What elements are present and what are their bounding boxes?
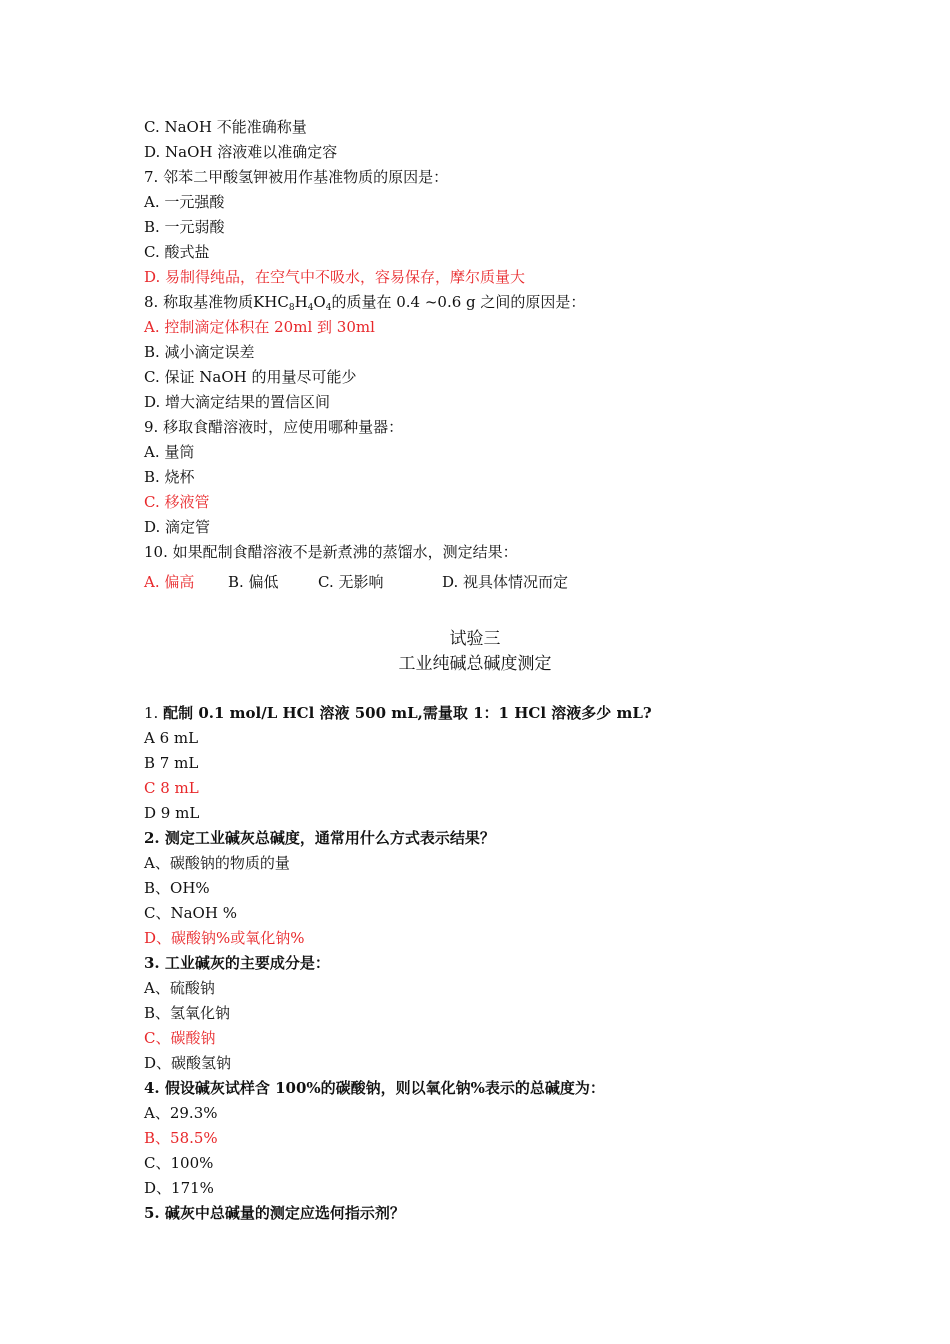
q9-option-a: A. 量筒	[144, 443, 195, 461]
q7-option-c: C. 酸式盐	[144, 243, 210, 261]
q10-options-row	[144, 572, 664, 592]
q8-option-b: B. 减小滴定误差	[144, 343, 255, 361]
s3-q3-option-c-answer: C、碳酸钠	[144, 1029, 216, 1047]
s3-q2-option-b: B、OH%	[144, 879, 210, 897]
q9-option-d: D. 滴定管	[144, 518, 211, 536]
q8-question-prefix: 8. 称取基准物质KHC	[144, 293, 289, 311]
q10-option-b: B. 偏低	[228, 573, 279, 591]
s3-q1-option-c-answer: C 8 mL	[144, 779, 199, 797]
s3-q1-question	[144, 703, 652, 723]
q10-option-d: D. 视具体情况而定	[442, 573, 569, 591]
s3-q1-option-a: A 6 mL	[144, 729, 199, 747]
s3-q3-question: 3. 工业碱灰的主要成分是：	[144, 954, 330, 972]
s3-q1-option-d: D 9 mL	[144, 804, 200, 822]
q8-sub-4b: 4	[325, 303, 332, 313]
s3-q4-question: 4. 假设碱灰试样含 100%的碳酸钠，则以氧化钠%表示的总碱度为：	[144, 1079, 605, 1097]
q7-question: 7. 邻苯二甲酸氢钾被用作基准物质的原因是：	[144, 168, 449, 186]
q10-question: 10. 如果配制食醋溶液不是新煮沸的蒸馏水，测定结果：	[144, 543, 518, 561]
s3-q3-option-d: D、碳酸氢钠	[144, 1054, 232, 1072]
q8-option-c: C. 保证 NaOH 的用量尽可能少	[144, 368, 357, 386]
q8-sub-4a: 4	[307, 303, 314, 313]
q6-option-c: C. NaOH 不能准确称量	[144, 118, 307, 136]
s3-q5-question: 5. 碱灰中总碱量的测定应选何指示剂？	[144, 1204, 405, 1222]
q10-option-c: C. 无影响	[318, 573, 384, 591]
section-subtitle: 工业纯碱总碱度测定	[398, 654, 552, 674]
q9-option-b: B. 烧杯	[144, 468, 195, 486]
s3-q2-option-c: C、NaOH %	[144, 904, 237, 922]
q9-option-c-answer: C. 移液管	[144, 493, 210, 511]
s3-q4-option-a: A、29.3%	[144, 1104, 218, 1122]
q7-option-d-answer: D. 易制得纯品，在空气中不吸水，容易保存，摩尔质量大	[144, 268, 526, 286]
q7-option-a: A. 一元强酸	[144, 193, 225, 211]
q8-sub-8: 8	[288, 303, 295, 313]
q8-h: H	[294, 293, 308, 311]
q8-option-d: D. 增大滴定结果的置信区间	[144, 393, 331, 411]
s3-q3-option-a: A、硫酸钠	[144, 979, 215, 997]
s3-q1-text: 配制 0.1 mol/L HCl 溶液 500 mL,需量取 1：1 HCl 溶液多少 mL?	[163, 704, 652, 722]
s3-q3-option-b: B、氢氧化钠	[144, 1004, 231, 1022]
q8-question	[144, 292, 585, 312]
q8-o: O	[313, 293, 326, 311]
s3-q4-option-b-answer: B、58.5%	[144, 1129, 218, 1147]
s3-q2-question: 2. 测定工业碱灰总碱度，通常用什么方式表示结果？	[144, 829, 495, 847]
q9-question: 9. 移取食醋溶液时，应使用哪种量器：	[144, 418, 404, 436]
q8-option-a-answer: A. 控制滴定体积在 20ml 到 30ml	[144, 318, 375, 336]
section-title: 试验三	[449, 629, 501, 649]
s3-q4-option-d: D、171%	[144, 1179, 214, 1197]
q8-question-suffix: 的质量在 0.4 ~0.6 g 之间的原因是：	[331, 293, 586, 311]
s3-q1-number: 1.	[144, 704, 159, 722]
q7-option-b: B. 一元弱酸	[144, 218, 225, 236]
s3-q1-option-b: B 7 mL	[144, 754, 199, 772]
s3-q2-option-a: A、碳酸钠的物质的量	[144, 854, 290, 872]
s3-q2-option-d-answer: D、碳酸钠%或氧化钠%	[144, 929, 305, 947]
s3-q4-option-c: C、100%	[144, 1154, 214, 1172]
q6-option-d: D. NaOH 溶液难以准确定容	[144, 143, 338, 161]
q10-option-a-answer: A. 偏高	[144, 573, 195, 591]
